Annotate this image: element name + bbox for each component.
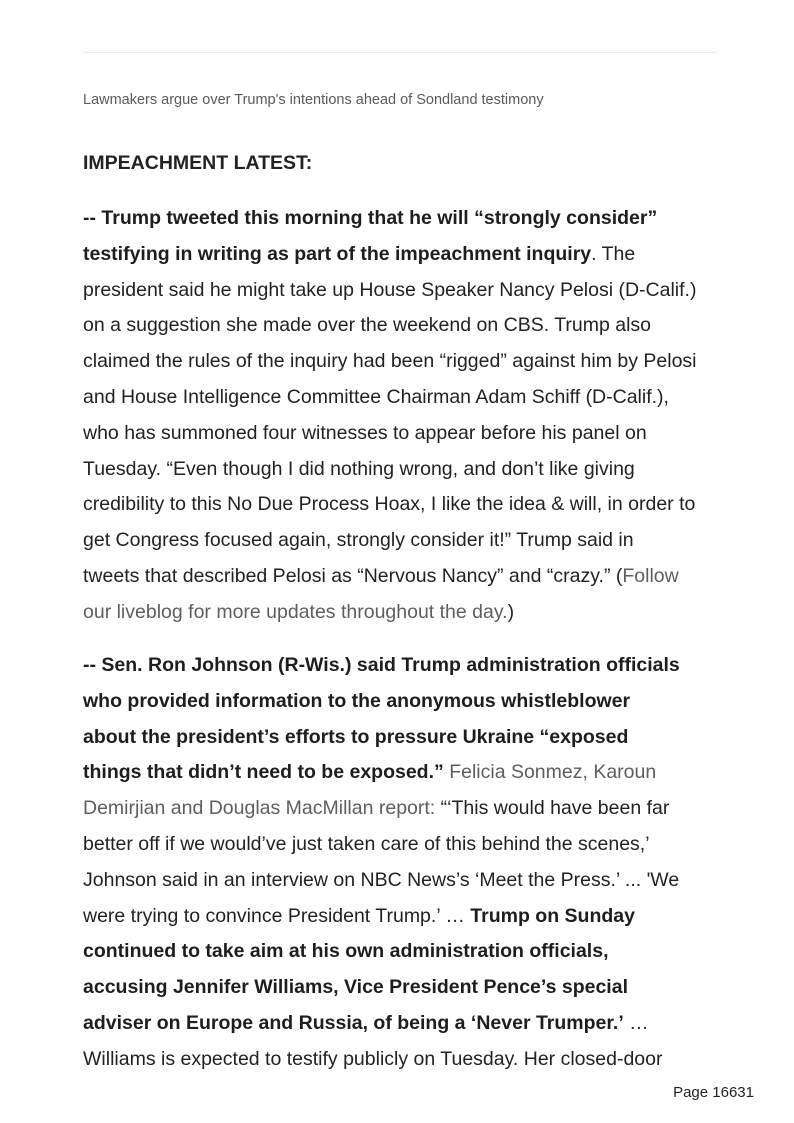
body-text: better off if we would’ve just taken care of this behind the scenes,’ [83,832,650,855]
text-line [83,452,723,488]
text-line [83,1042,723,1078]
bold-text: adviser on Europe and Russia, of being a ‘Never Trumper.’ [83,1011,624,1034]
bold-text: things that didn’t need to be exposed.” [83,761,444,784]
text-line [83,559,723,595]
text-line [83,201,723,237]
text-line [83,720,723,756]
text-line [83,1006,723,1042]
text-line [83,416,723,452]
body-text: . The [591,242,636,265]
section-heading: IMPEACHMENT LATEST: [83,152,313,174]
text-line [83,863,723,899]
bold-text: accusing Jennifer Williams, Vice President Pence’s special [83,976,628,999]
body-text: credibility to this No Due Process Hoax, I like the idea & will, in order to [83,493,696,516]
text-line [83,899,723,935]
text-line [83,934,723,970]
photo-caption: Lawmakers argue over Trump's intentions ahead of Sondland testimony [83,92,544,108]
inline-link[interactable]: Follow [622,564,679,587]
bold-text: who provided information to the anonymous whistleblower [83,689,631,712]
text-line [83,791,723,827]
text-line [83,523,723,559]
text-line [83,487,723,523]
body-text: and House Intelligence Committee Chairman Adam Schiff (D-Calif.), [83,385,669,408]
body-text: claimed the rules of the inquiry had been “rigged” against him by Pelosi [83,350,697,373]
paragraph-trump-testimony [83,201,723,631]
body-text: Tuesday. “Even though I did nothing wrong, and don’t like giving [83,457,635,480]
text-line [83,827,723,863]
inline-link[interactable]: Felicia Sonmez, Karoun [449,761,657,784]
text-line [83,380,723,416]
bold-text: testifying in writing as part of the impeachment inquiry [83,242,592,265]
inline-link[interactable]: our liveblog for more updates throughout the day. [83,600,508,623]
body-text: were trying to convince President Trump.’ … [83,904,471,927]
body-text: tweets that described Pelosi as “Nervous Nancy” and “crazy.” ( [83,564,623,587]
body-text: Williams is expected to testify publicly on Tuesday. Her closed-door [83,1047,663,1070]
bold-text: about the president’s efforts to pressure Ukraine “exposed [83,725,629,748]
text-line [83,344,723,380]
bold-text: continued to take aim at his own administration officials, [83,940,609,963]
body-text: … [623,1011,649,1034]
paragraph-johnson-whistleblower [83,648,723,1078]
bold-text: -- Sen. Ron Johnson (R-Wis.) said Trump administration officials [83,654,680,676]
body-text: get Congress focused again, strongly consider it!” Trump said in [83,529,634,552]
body-text: president said he might take up House Speaker Nancy Pelosi (D-Calif.) [83,278,697,301]
text-line [83,308,723,344]
body-text: ) [507,600,515,623]
bold-text: Trump on Sunday [470,904,635,927]
text-line [83,273,723,309]
bold-text: -- Trump tweeted this morning that he will “strongly consider” [83,207,658,229]
body-text: who has summoned four witnesses to appear before his panel on [83,421,647,444]
text-line [83,755,723,791]
body-text: “‘This would have been far [435,797,670,820]
text-line [83,237,723,273]
text-line [83,684,723,720]
top-divider [83,52,717,53]
page-number: Page 16631 [673,1084,754,1101]
body-text: on a suggestion she made over the weekend on CBS. Trump also [83,314,652,337]
inline-link[interactable]: Demirjian and Douglas MacMillan report: [83,797,436,820]
text-line [83,595,723,631]
body-text: Johnson said in an interview on NBC News’s ‘Meet the Press.’ ... 'We [83,868,680,891]
text-line [83,970,723,1006]
text-line [83,648,723,684]
